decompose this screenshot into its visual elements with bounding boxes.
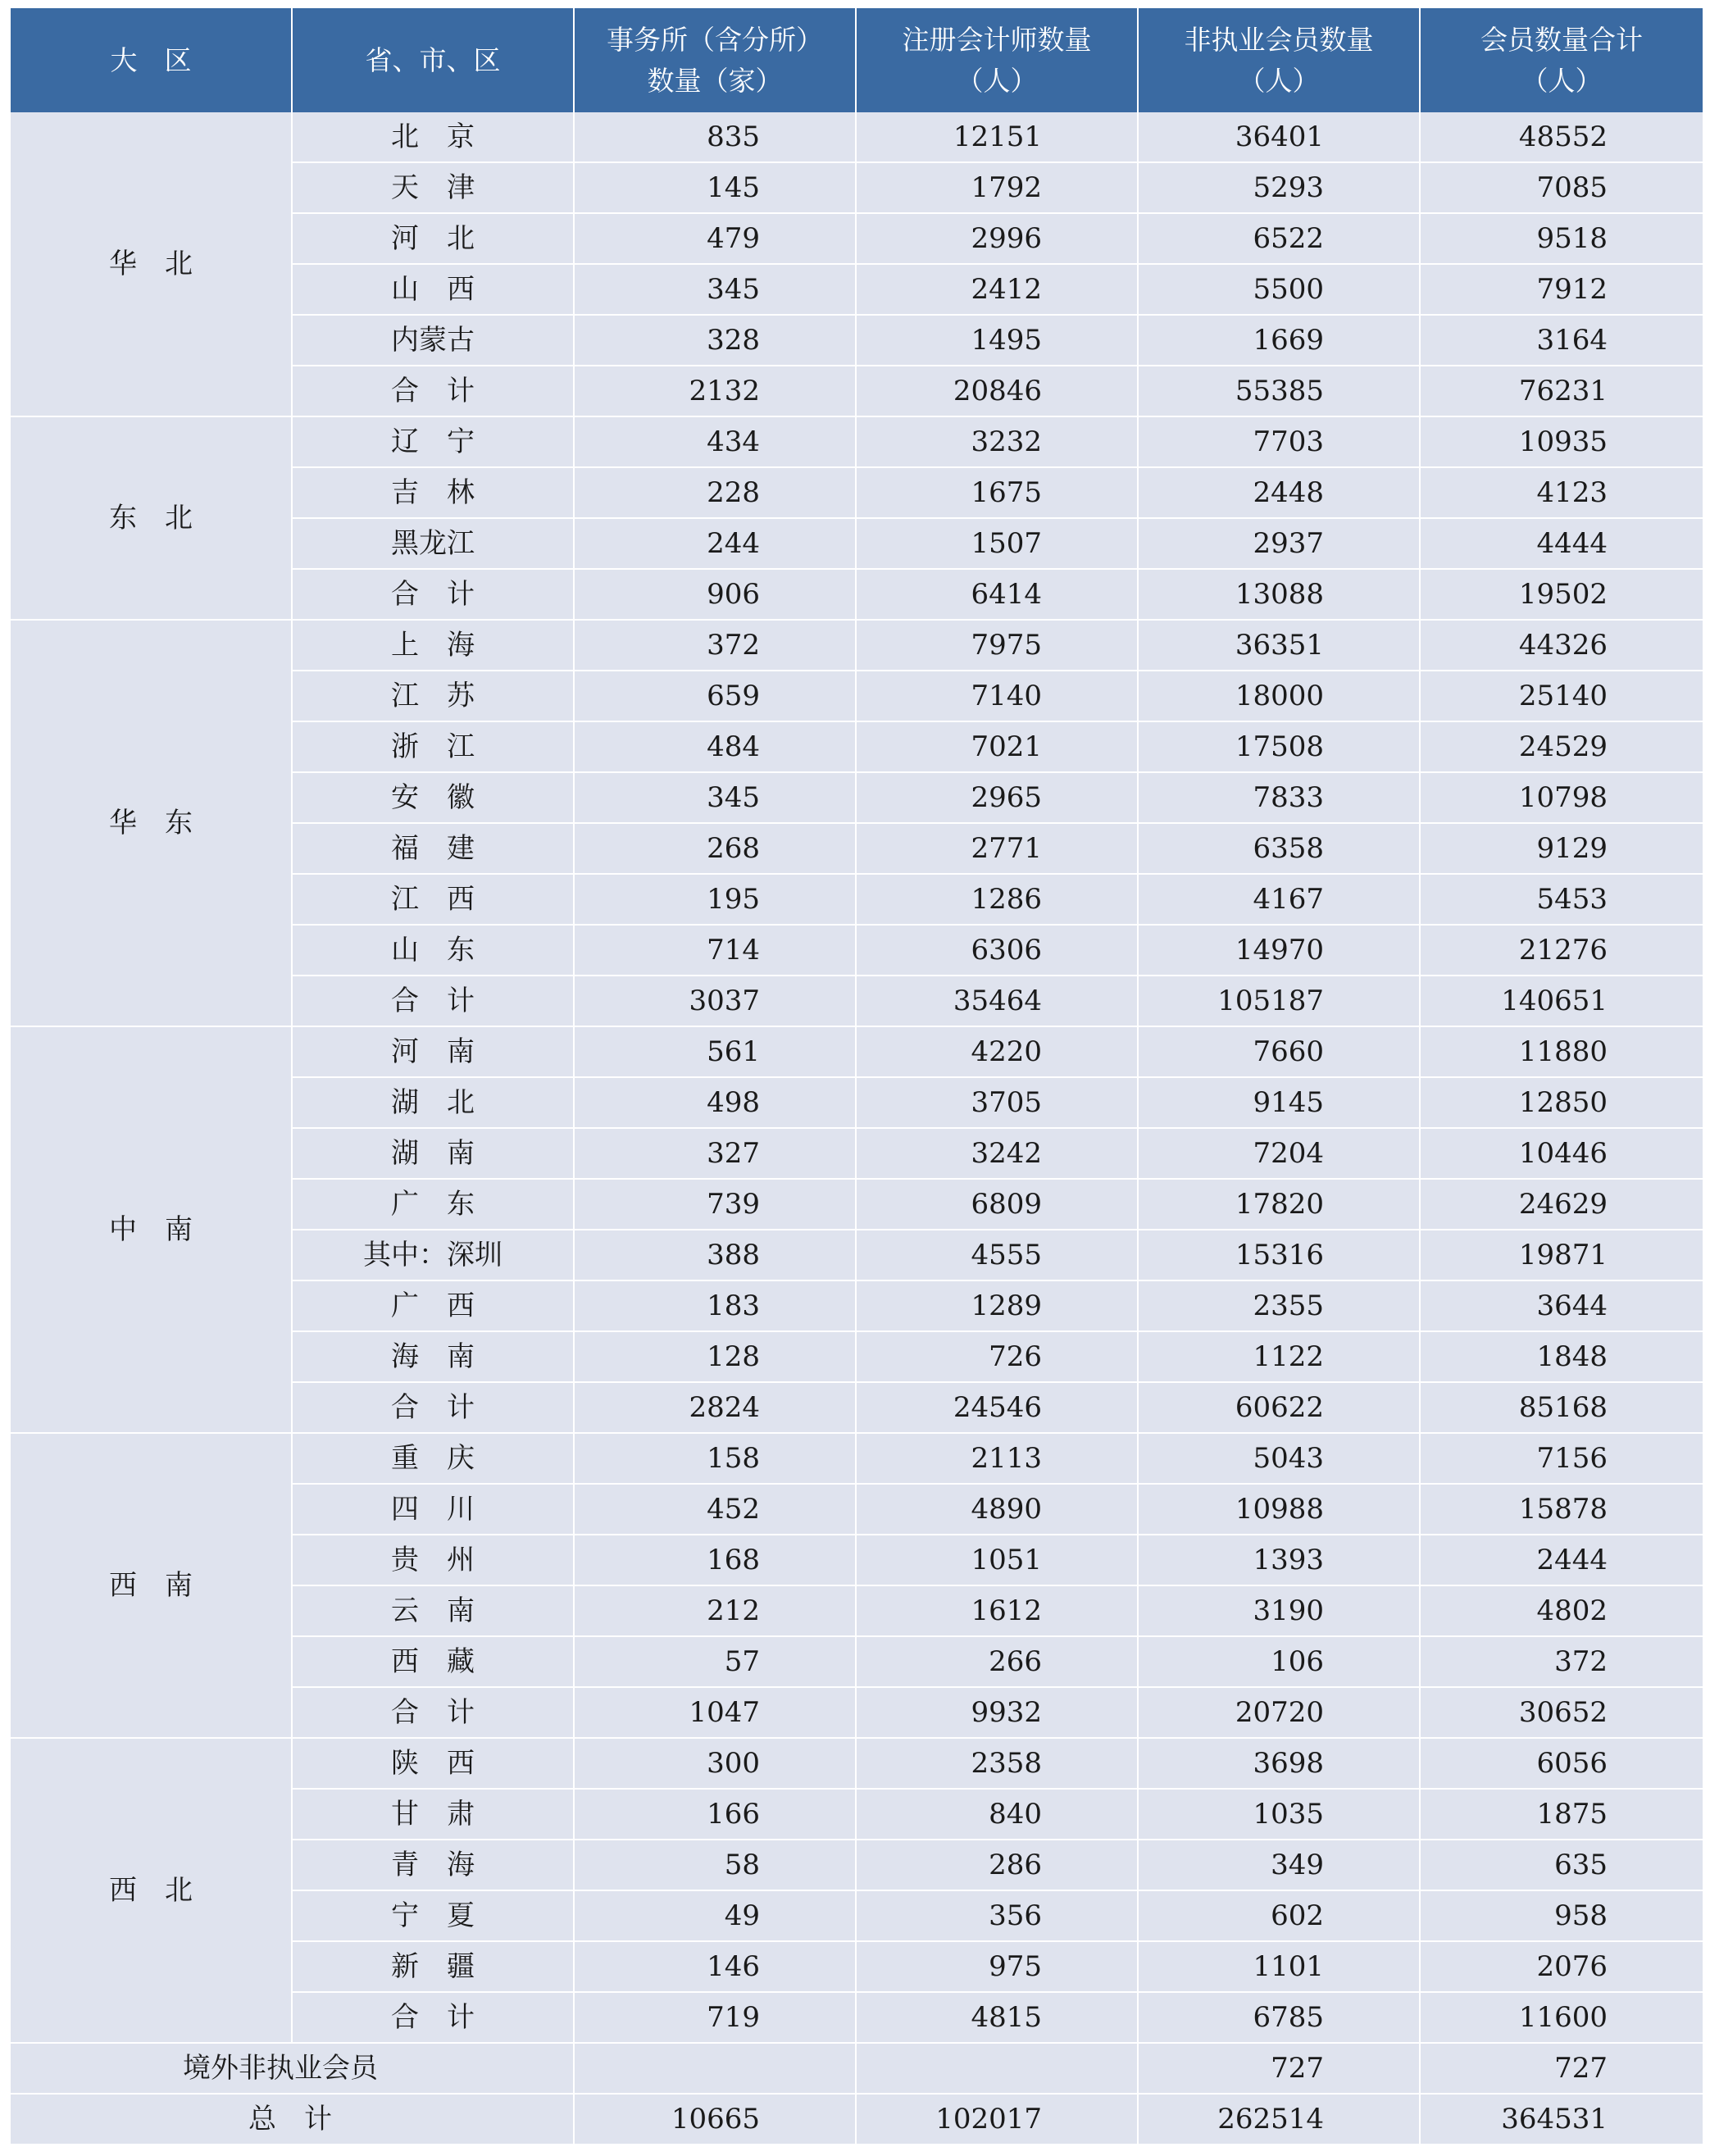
cpas-cell: 1286 (856, 874, 1138, 925)
province-name: 上 海 (292, 620, 574, 671)
total-members-cell: 3164 (1420, 315, 1703, 366)
total-members-cell: 635 (1420, 1840, 1703, 1890)
non-practicing-cell: 1035 (1138, 1789, 1420, 1840)
table-row (11, 416, 1703, 467)
province-name: 重 庆 (292, 1433, 574, 1484)
cpas-cell: 1792 (856, 162, 1138, 213)
total-members-cell: 1848 (1420, 1331, 1703, 1382)
grand-total-row (11, 2094, 1703, 2145)
cpas-cell: 35464 (856, 976, 1138, 1026)
firms-cell: 561 (574, 1026, 856, 1077)
province-name: 其中：深圳 (292, 1230, 574, 1280)
province-name: 安 徽 (292, 772, 574, 823)
firms-cell: 479 (574, 213, 856, 264)
cpas-cell: 2996 (856, 213, 1138, 264)
cpas-cell: 2358 (856, 1738, 1138, 1789)
firms-cell: 158 (574, 1433, 856, 1484)
non-practicing-cell: 17820 (1138, 1179, 1420, 1230)
table-row (11, 112, 1703, 162)
total-members-cell: 958 (1420, 1890, 1703, 1941)
non-practicing-cell: 6358 (1138, 823, 1420, 874)
total-members-cell: 4802 (1420, 1585, 1703, 1636)
non-practicing-cell: 6522 (1138, 213, 1420, 264)
firms-cell: 10665 (574, 2094, 856, 2145)
non-practicing-cell: 55385 (1138, 366, 1420, 416)
header-total-members: 会员数量合计 （人） (1420, 8, 1703, 112)
firms-cell: 212 (574, 1585, 856, 1636)
total-members-cell: 3644 (1420, 1280, 1703, 1331)
cpas-cell: 4220 (856, 1026, 1138, 1077)
province-name: 山 西 (292, 264, 574, 315)
firms-cell (574, 2043, 856, 2094)
firms-cell: 345 (574, 264, 856, 315)
header-cpas: 注册会计师数量 （人） (856, 8, 1138, 112)
cpas-cell: 4555 (856, 1230, 1138, 1280)
firms-cell: 128 (574, 1331, 856, 1382)
firms-cell: 183 (574, 1280, 856, 1331)
total-members-cell: 140651 (1420, 976, 1703, 1026)
firms-cell: 300 (574, 1738, 856, 1789)
total-members-cell: 30652 (1420, 1687, 1703, 1738)
firms-cell: 244 (574, 518, 856, 569)
total-members-cell: 9518 (1420, 213, 1703, 264)
firms-cell: 2824 (574, 1382, 856, 1433)
cpas-cell: 286 (856, 1840, 1138, 1890)
table-row (11, 1026, 1703, 1077)
region-name: 东 北 (11, 416, 292, 620)
firms-cell: 3037 (574, 976, 856, 1026)
province-name: 浙 江 (292, 721, 574, 772)
region-name: 华 东 (11, 620, 292, 1026)
firms-cell: 498 (574, 1077, 856, 1128)
non-practicing-cell: 36401 (1138, 112, 1420, 162)
province-name: 内蒙古 (292, 315, 574, 366)
firms-cell: 906 (574, 569, 856, 620)
province-name: 海 南 (292, 1331, 574, 1382)
firms-cell: 327 (574, 1128, 856, 1179)
cpas-cell: 6809 (856, 1179, 1138, 1230)
non-practicing-cell: 2937 (1138, 518, 1420, 569)
province-name: 青 海 (292, 1840, 574, 1890)
province-name: 陕 西 (292, 1738, 574, 1789)
firms-cell: 57 (574, 1636, 856, 1687)
non-practicing-cell: 7204 (1138, 1128, 1420, 1179)
non-practicing-cell: 5293 (1138, 162, 1420, 213)
firms-cell: 58 (574, 1840, 856, 1890)
province-name: 湖 北 (292, 1077, 574, 1128)
province-name: 河 南 (292, 1026, 574, 1077)
firms-cell: 345 (574, 772, 856, 823)
total-members-cell: 372 (1420, 1636, 1703, 1687)
non-practicing-cell: 2355 (1138, 1280, 1420, 1331)
firms-cell: 372 (574, 620, 856, 671)
cpa-statistics-table (11, 8, 1703, 2145)
non-practicing-cell: 17508 (1138, 721, 1420, 772)
non-practicing-cell: 10988 (1138, 1484, 1420, 1535)
total-members-cell: 5453 (1420, 874, 1703, 925)
firms-cell: 659 (574, 671, 856, 721)
firms-cell: 268 (574, 823, 856, 874)
total-members-cell: 4123 (1420, 467, 1703, 518)
total-members-cell: 11600 (1420, 1992, 1703, 2043)
province-name: 江 西 (292, 874, 574, 925)
province-name: 湖 南 (292, 1128, 574, 1179)
table-row (11, 1738, 1703, 1789)
firms-cell: 168 (574, 1535, 856, 1585)
cpas-cell: 266 (856, 1636, 1138, 1687)
cpas-cell: 6414 (856, 569, 1138, 620)
province-name: 北 京 (292, 112, 574, 162)
header-non-practicing: 非执业会员数量 （人） (1138, 8, 1420, 112)
firms-cell: 195 (574, 874, 856, 925)
overseas-row (11, 2043, 1703, 2094)
cpas-cell: 24546 (856, 1382, 1138, 1433)
province-name: 吉 林 (292, 467, 574, 518)
cpas-cell: 2412 (856, 264, 1138, 315)
total-members-cell: 10446 (1420, 1128, 1703, 1179)
table-header (11, 8, 1703, 112)
non-practicing-cell: 5500 (1138, 264, 1420, 315)
cpas-cell: 7140 (856, 671, 1138, 721)
cpas-cell: 3242 (856, 1128, 1138, 1179)
firms-cell: 228 (574, 467, 856, 518)
total-members-cell: 21276 (1420, 925, 1703, 976)
header-firms: 事务所（含分所） 数量（家） (574, 8, 856, 112)
province-name: 合 计 (292, 976, 574, 1026)
province-name: 合 计 (292, 569, 574, 620)
non-practicing-cell: 7660 (1138, 1026, 1420, 1077)
non-practicing-cell: 14970 (1138, 925, 1420, 976)
non-practicing-cell: 1393 (1138, 1535, 1420, 1585)
firms-cell: 328 (574, 315, 856, 366)
cpas-cell: 102017 (856, 2094, 1138, 2145)
firms-cell: 388 (574, 1230, 856, 1280)
non-practicing-cell: 262514 (1138, 2094, 1420, 2145)
province-name: 江 苏 (292, 671, 574, 721)
non-practicing-cell: 3698 (1138, 1738, 1420, 1789)
total-members-cell: 2444 (1420, 1535, 1703, 1585)
region-name: 中 南 (11, 1026, 292, 1433)
cpas-cell: 6306 (856, 925, 1138, 976)
total-members-cell: 364531 (1420, 2094, 1703, 2145)
non-practicing-cell: 7833 (1138, 772, 1420, 823)
total-members-cell: 4444 (1420, 518, 1703, 569)
province-name: 贵 州 (292, 1535, 574, 1585)
province-name: 天 津 (292, 162, 574, 213)
non-practicing-cell: 1101 (1138, 1941, 1420, 1992)
non-practicing-cell: 36351 (1138, 620, 1420, 671)
firms-cell: 484 (574, 721, 856, 772)
cpas-cell: 20846 (856, 366, 1138, 416)
firms-cell: 2132 (574, 366, 856, 416)
total-members-cell: 6056 (1420, 1738, 1703, 1789)
firms-cell: 714 (574, 925, 856, 976)
cpas-cell: 3705 (856, 1077, 1138, 1128)
province-name: 合 计 (292, 366, 574, 416)
non-practicing-cell: 60622 (1138, 1382, 1420, 1433)
firms-cell: 1047 (574, 1687, 856, 1738)
province-name: 广 东 (292, 1179, 574, 1230)
province-name: 宁 夏 (292, 1890, 574, 1941)
region-name: 华 北 (11, 112, 292, 416)
province-name: 西 藏 (292, 1636, 574, 1687)
non-practicing-cell: 1122 (1138, 1331, 1420, 1382)
total-members-cell: 10798 (1420, 772, 1703, 823)
province-name: 河 北 (292, 213, 574, 264)
non-practicing-cell: 2448 (1138, 467, 1420, 518)
non-practicing-cell: 105187 (1138, 976, 1420, 1026)
firms-cell: 835 (574, 112, 856, 162)
cpas-cell: 840 (856, 1789, 1138, 1840)
cpas-cell: 975 (856, 1941, 1138, 1992)
header-row (11, 8, 1703, 112)
province-name: 福 建 (292, 823, 574, 874)
total-members-cell: 7912 (1420, 264, 1703, 315)
non-practicing-cell: 3190 (1138, 1585, 1420, 1636)
province-name: 合 计 (292, 1687, 574, 1738)
non-practicing-cell: 7703 (1138, 416, 1420, 467)
total-members-cell: 7156 (1420, 1433, 1703, 1484)
firms-cell: 146 (574, 1941, 856, 1992)
table-body (11, 112, 1703, 2145)
non-practicing-cell: 1669 (1138, 315, 1420, 366)
total-members-cell: 1875 (1420, 1789, 1703, 1840)
region-name: 西 北 (11, 1738, 292, 2043)
cpas-cell: 1675 (856, 467, 1138, 518)
province-name: 新 疆 (292, 1941, 574, 1992)
province-name: 广 西 (292, 1280, 574, 1331)
total-members-cell: 12850 (1420, 1077, 1703, 1128)
total-members-cell: 25140 (1420, 671, 1703, 721)
total-members-cell: 44326 (1420, 620, 1703, 671)
non-practicing-cell: 4167 (1138, 874, 1420, 925)
cpas-cell: 356 (856, 1890, 1138, 1941)
cpas-cell: 12151 (856, 112, 1138, 162)
province-name: 黑龙江 (292, 518, 574, 569)
non-practicing-cell: 9145 (1138, 1077, 1420, 1128)
cpas-cell: 4890 (856, 1484, 1138, 1535)
table-row (11, 620, 1703, 671)
cpas-cell: 726 (856, 1331, 1138, 1382)
province-name: 甘 肃 (292, 1789, 574, 1840)
total-members-cell: 19871 (1420, 1230, 1703, 1280)
total-members-cell: 76231 (1420, 366, 1703, 416)
cpas-cell: 9932 (856, 1687, 1138, 1738)
non-practicing-cell: 602 (1138, 1890, 1420, 1941)
cpas-cell (856, 2043, 1138, 2094)
total-members-cell: 7085 (1420, 162, 1703, 213)
firms-cell: 145 (574, 162, 856, 213)
total-members-cell: 11880 (1420, 1026, 1703, 1077)
total-members-cell: 24529 (1420, 721, 1703, 772)
total-members-cell: 85168 (1420, 1382, 1703, 1433)
firms-cell: 49 (574, 1890, 856, 1941)
non-practicing-cell: 18000 (1138, 671, 1420, 721)
cpas-cell: 2771 (856, 823, 1138, 874)
non-practicing-cell: 20720 (1138, 1687, 1420, 1738)
firms-cell: 434 (574, 416, 856, 467)
non-practicing-cell: 349 (1138, 1840, 1420, 1890)
total-members-cell: 15878 (1420, 1484, 1703, 1535)
province-name: 云 南 (292, 1585, 574, 1636)
non-practicing-cell: 5043 (1138, 1433, 1420, 1484)
cpas-cell: 1612 (856, 1585, 1138, 1636)
total-members-cell: 24629 (1420, 1179, 1703, 1230)
cpas-cell: 3232 (856, 416, 1138, 467)
non-practicing-cell: 727 (1138, 2043, 1420, 2094)
total-members-cell: 10935 (1420, 416, 1703, 467)
non-practicing-cell: 13088 (1138, 569, 1420, 620)
region-name: 西 南 (11, 1433, 292, 1738)
province-name: 山 东 (292, 925, 574, 976)
province-name: 合 计 (292, 1382, 574, 1433)
cpas-cell: 4815 (856, 1992, 1138, 2043)
total-members-cell: 727 (1420, 2043, 1703, 2094)
province-name: 四 川 (292, 1484, 574, 1535)
firms-cell: 452 (574, 1484, 856, 1535)
total-members-cell: 9129 (1420, 823, 1703, 874)
grand-total-row-label: 总 计 (11, 2094, 574, 2145)
non-practicing-cell: 15316 (1138, 1230, 1420, 1280)
firms-cell: 166 (574, 1789, 856, 1840)
non-practicing-cell: 106 (1138, 1636, 1420, 1687)
cpas-cell: 2965 (856, 772, 1138, 823)
cpas-cell: 7021 (856, 721, 1138, 772)
cpas-cell: 1507 (856, 518, 1138, 569)
header-region: 大 区 (11, 8, 292, 112)
cpas-cell: 2113 (856, 1433, 1138, 1484)
province-name: 合 计 (292, 1992, 574, 2043)
total-members-cell: 2076 (1420, 1941, 1703, 1992)
total-members-cell: 48552 (1420, 112, 1703, 162)
cpas-cell: 1051 (856, 1535, 1138, 1585)
province-name: 辽 宁 (292, 416, 574, 467)
cpas-cell: 7975 (856, 620, 1138, 671)
overseas-row-label: 境外非执业会员 (11, 2043, 574, 2094)
cpas-cell: 1289 (856, 1280, 1138, 1331)
header-province: 省、市、区 (292, 8, 574, 112)
firms-cell: 719 (574, 1992, 856, 2043)
non-practicing-cell: 6785 (1138, 1992, 1420, 2043)
cpas-cell: 1495 (856, 315, 1138, 366)
firms-cell: 739 (574, 1179, 856, 1230)
total-members-cell: 19502 (1420, 569, 1703, 620)
table-row (11, 1433, 1703, 1484)
